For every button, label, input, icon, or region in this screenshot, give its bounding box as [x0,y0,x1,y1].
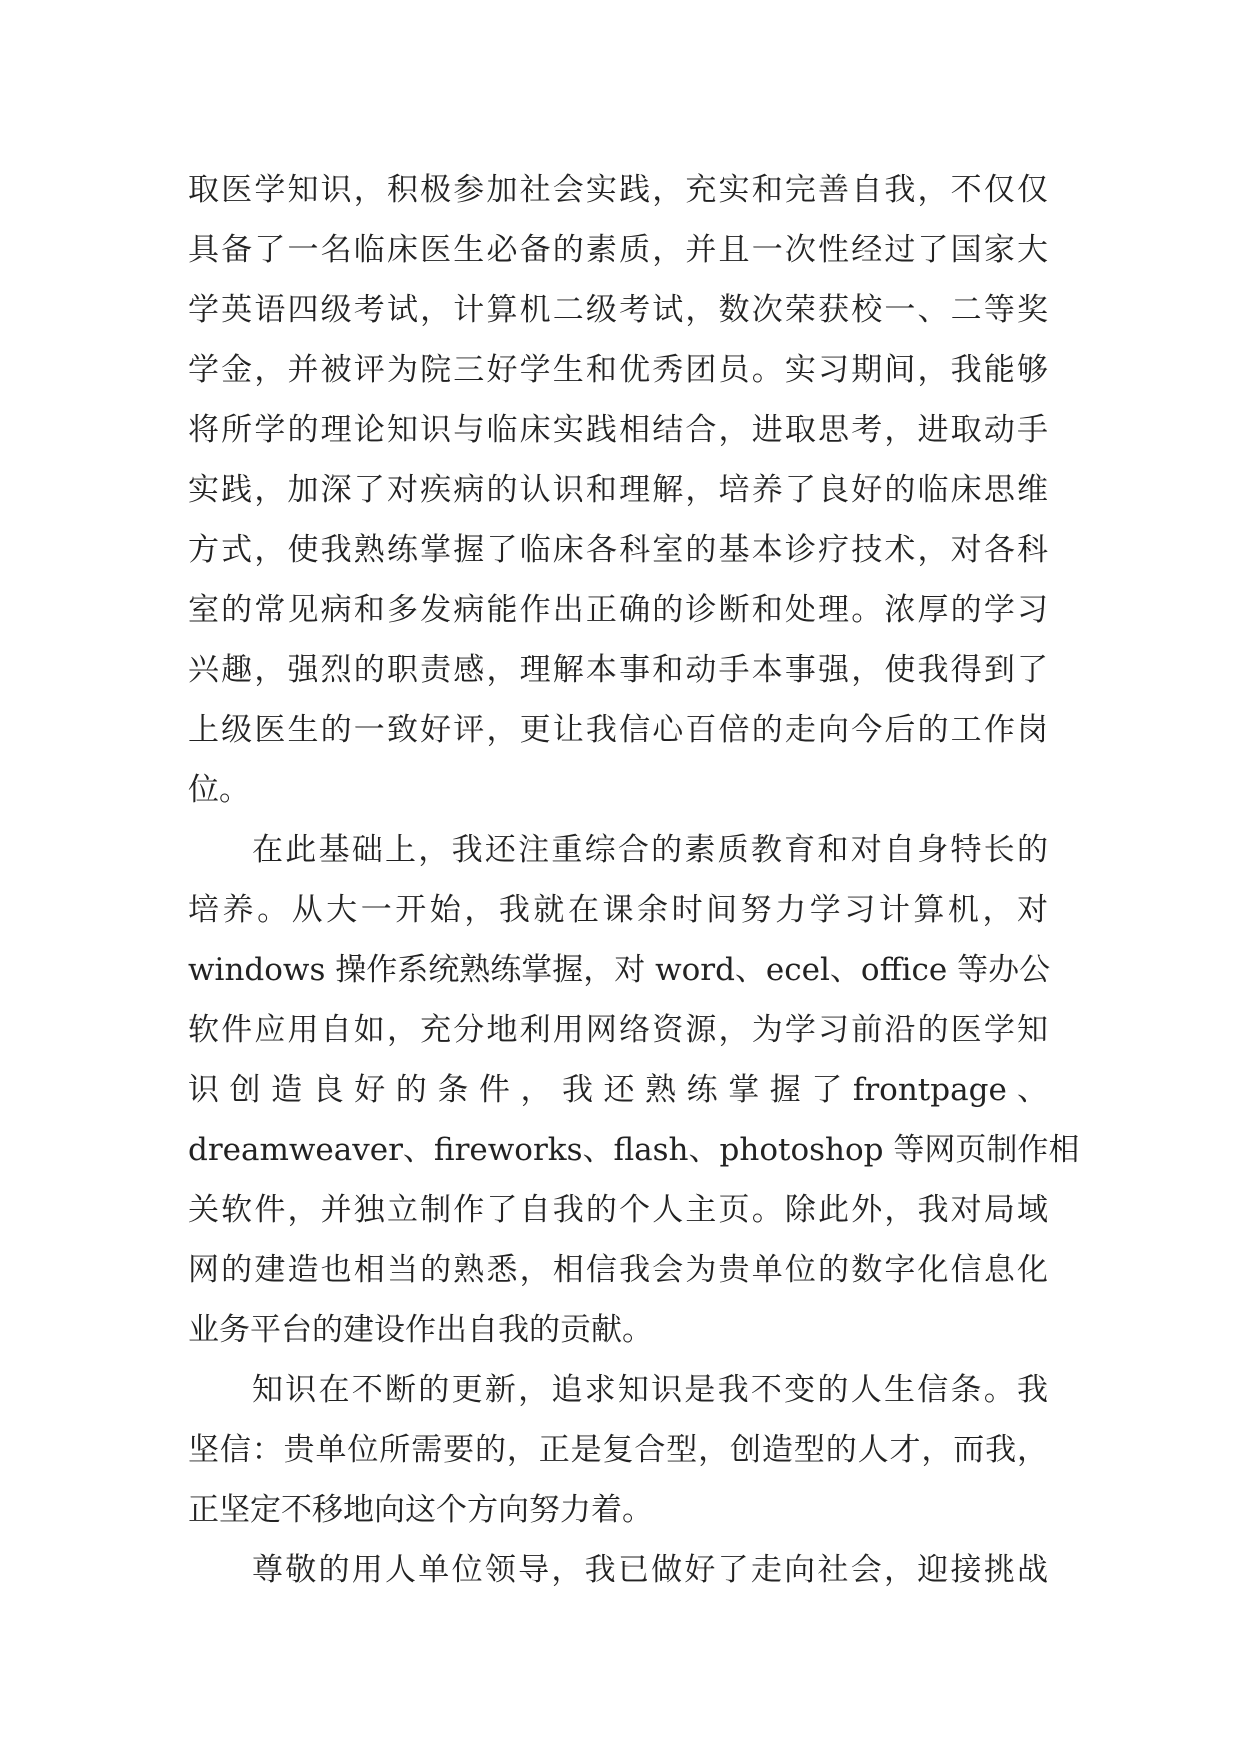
text-line: 关软件，并独立制作了自我的个人主页。除此外，我对局域 [188,1192,1048,1228]
text-line: 室的常见病和多发病能作出正确的诊断和处理。浓厚的学习 [188,592,1048,628]
document-page [188,160,1080,1600]
text-line: 学英语四级考试，计算机二级考试，数次荣获校一、二等奖 [188,292,1048,328]
text-line: 识 创 造 良 好 的 条 件 ， 我 还 熟 练 掌 握 了 frontpage 、 [188,1072,1048,1108]
text-line: 学金，并被评为院三好学生和优秀团员。实习期间，我能够 [188,352,1048,388]
paragraph-1 [188,160,1048,820]
text-line: 知识在不断的更新，追求知识是我不变的人生信条。我 [252,1372,1048,1408]
text-line: 实践，加深了对疾病的认识和理解，培养了良好的临床思维 [188,472,1048,508]
text-line: 尊敬的用人单位领导，我已做好了走向社会，迎接挑战 [252,1552,1048,1588]
text-line: windows 操作系统熟练掌握，对 word、ecel、office 等办公 [188,952,1051,988]
paragraph-3 [188,1360,1048,1540]
text-line: 培养。从大一开始，我就在课余时间努力学习计算机，对 [188,892,1048,928]
text-line: 将所学的理论知识与临床实践相结合，进取思考，进取动手 [188,412,1048,448]
text-line: 网的建造也相当的熟悉，相信我会为贵单位的数字化信息化 [188,1252,1048,1288]
text-line: 位。 [188,772,250,808]
text-line: 兴趣，强烈的职责感，理解本事和动手本事强，使我得到了 [188,652,1048,688]
paragraph-2 [188,820,1080,1360]
text-line: 具备了一名临床医生必备的素质，并且一次性经过了国家大 [188,232,1048,268]
text-line: dreamweaver、fireworks、flash、photoshop 等网页制作相 [188,1132,1080,1168]
text-line: 上级医生的一致好评，更让我信心百倍的走向今后的工作岗 [188,712,1048,748]
text-line: 业务平台的建设作出自我的贡献。 [188,1312,653,1348]
text-line: 方式，使我熟练掌握了临床各科室的基本诊疗技术，对各科 [188,532,1048,568]
text-line: 正坚定不移地向这个方向努力着。 [188,1492,653,1528]
text-line: 坚信：贵单位所需要的，正是复合型，创造型的人才，而我， [188,1432,1048,1468]
text-line: 软件应用自如，充分地利用网络资源，为学习前沿的医学知 [188,1012,1048,1048]
paragraph-4 [188,1540,1048,1600]
text-line: 取医学知识，积极参加社会实践，充实和完善自我，不仅仅 [188,172,1048,208]
text-line: 在此基础上，我还注重综合的素质教育和对自身特长的 [252,832,1048,868]
